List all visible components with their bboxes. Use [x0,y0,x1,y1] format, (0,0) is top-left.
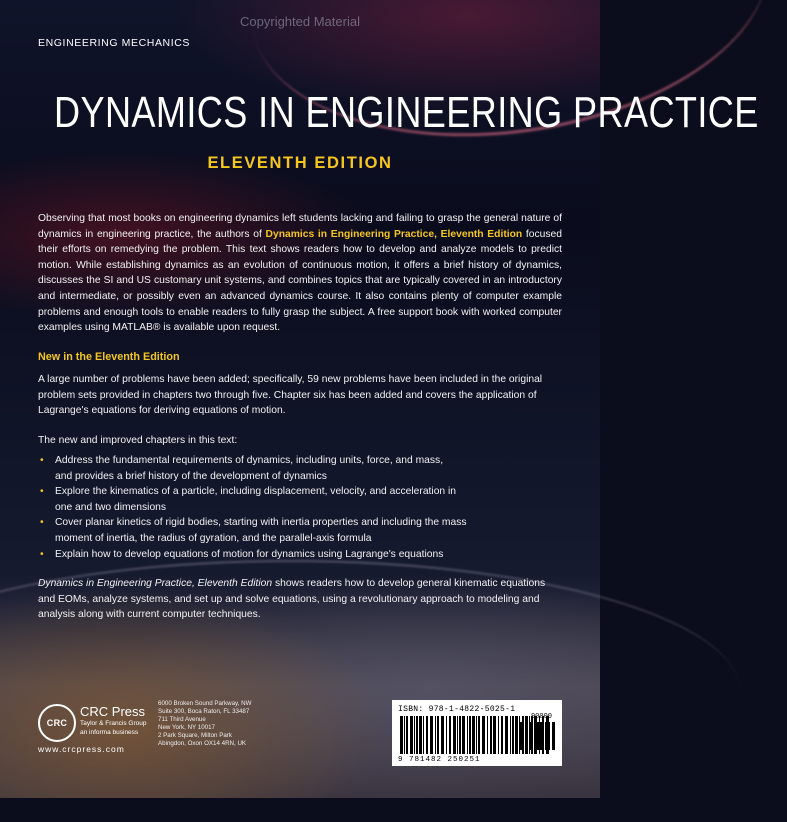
bullet-line: Explain how to develop equations of motion for dynamics using Lagrange's equations [55,548,444,560]
new-edition-heading: New in the Eleventh Edition [38,351,180,363]
isbn-barcode [392,700,562,766]
intro-text: Observing that most books on engineering dynamics left students lacking and failing to grasp the general nature of dynamics in engineering practice, the authors of [38,213,562,240]
book-title: DYNAMICS IN ENGINEERING PRACTICE [54,88,759,137]
intro-highlight: Dynamics in Engineering Practice, Eleventh Edition [265,228,523,240]
chapters-intro: The new and improved chapters in this text: [38,435,238,446]
publisher-name: CRC Press [80,704,146,719]
isbn-label: ISBN: 978-1-4822-5025-1 [398,705,516,714]
chapter-bullet-list [40,453,560,562]
address-line: 6000 Broken Sound Parkway, NW [158,700,252,707]
closing-title: Dynamics in Engineering Practice, Eleventh Edition [38,578,273,589]
address-line: Abingdon, Oxon OX14 4RN, UK [158,740,247,747]
list-item [40,515,560,546]
list-item [40,547,560,563]
address-line: Suite 300, Boca Raton, FL 33487 [158,708,250,715]
bullet-line: one and two dimensions [55,501,167,513]
list-item [40,484,560,515]
bullet-icon: • [40,517,44,529]
intro-text: focused their efforts on remedying the problem. This text shows readers how to develop and analyze models to predict motion. While establishing dynamics as an evolution of continuous motion, it offers a brief history of dynamics, discusses the SI and US customary unit systems, and combines topics that are typically covered in an introductory and intermediate, or possibly even an advanced dynamics course. It also contains plenty of computer example problems and enough tools to enable readers to fully grasp the subject. A free support book with worked computer examples using MATLAB® is available upon request. [38,228,562,334]
bullet-line: and provides a brief history of the development of dynamics [55,470,327,482]
publisher-informa: an informa business [80,729,139,736]
bullet-icon: • [40,548,44,560]
list-item [40,453,560,484]
new-edition-paragraph: A large number of problems have been added; specifically, 59 new problems have been included in the original problem sets provided in chapters two through five. Chapter six has been added and covers the application of Lagrange's equations for deriving equations of motion. [38,374,543,417]
publisher-group: Taylor & Francis Group [80,720,147,727]
ean-number: 9 781482 250251 [398,756,481,764]
bullet-line: Address the fundamental requirements of dynamics, including units, force, and mass, [55,455,444,466]
bullet-icon: • [40,455,44,466]
address-line: 711 Third Avenue [158,716,206,723]
edition-label: ELEVENTH EDITION [207,154,393,172]
copyright-watermark: Copyrighted Material [240,14,360,29]
bullet-line: moment of inertia, the radius of gyration, and the parallel-axis formula [55,532,372,544]
price-code: 90000 [530,713,552,721]
bullet-icon: • [40,486,44,498]
series-label: ENGINEERING MECHANICS [38,37,191,49]
closing-text: shows readers how to develop general kinematic equations and EOMs, analyze systems, and set up and solve equations, using a revolutionary approach to modeling and analysis along with current computer techniques. [38,578,546,621]
intro-paragraph [38,211,562,336]
bullet-line: Cover planar kinetics of rigid bodies, starting with inertia properties and including the mass [55,517,467,529]
bullet-line: Explore the kinematics of a particle, including displacement, velocity, and acceleration in [55,486,457,498]
publisher-url[interactable]: www.crcpress.com [38,744,125,754]
address-line: New York, NY 10017 [158,724,215,731]
closing-paragraph [38,576,562,623]
crc-logo-icon: CRC [38,704,76,742]
publisher-block [38,700,378,760]
address-line: 2 Park Square, Milton Park [158,732,232,739]
price-barcode-icon [516,722,556,750]
publisher-address [158,700,251,748]
